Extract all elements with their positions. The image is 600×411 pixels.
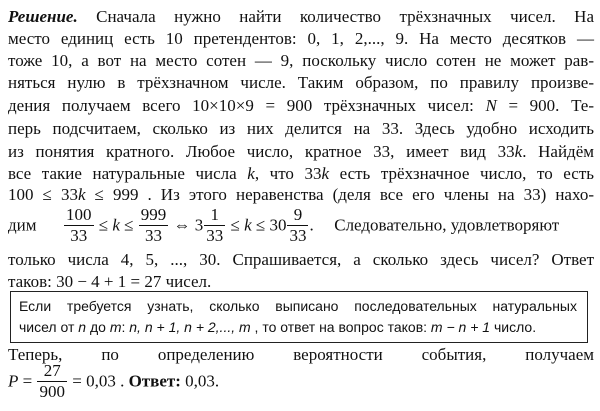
- text-segment: . Найдём: [522, 142, 594, 161]
- solution-line-8: [8, 163, 594, 184]
- fraction-9-33: $\frac{9}{33}$: [289, 205, 307, 245]
- text-segment: все такие натуральные числа: [8, 164, 248, 183]
- solution-text: Сначала нужно найти количество трёхзначных чисел. На: [96, 7, 594, 26]
- variable-k: k: [514, 142, 523, 161]
- final-line-1: Теперь, по определению вероятности события, получаем: [8, 345, 594, 364]
- text-segment: дения получаем всего 10×10×9 = 900 трёхзначных чисел:: [8, 96, 486, 115]
- sequence-formula: n, n + 1, n + 2,..., m: [129, 319, 251, 335]
- solution-line-9: [8, 184, 594, 205]
- solution-line-4: няться нулю в трёхзначном числе. Таким образом, по правилу произве-: [8, 73, 594, 92]
- variable-k: k: [321, 164, 330, 183]
- solution-line-7: [8, 141, 594, 162]
- text-segment: , что 33: [254, 164, 322, 183]
- text-segment: из понятия кратного. Любое число, кратное 33, имеет вид 33: [8, 142, 515, 161]
- solution-line-11: таков: 30 − 4 + 1 = 27 чисел.: [8, 272, 212, 291]
- fraction-27-900: $\frac{27}{900}$: [39, 361, 65, 401]
- text-segment: = 900. Те-: [496, 96, 595, 115]
- solution-line-1: [8, 6, 594, 27]
- inequality-row: дим $\frac{100}{33}$ ≤ k ≤ $\frac{999}{33}$ ⇔ 3 $\frac{1}{33}$ ≤ k ≤ 30 $\frac{9}{33}$ . Следовательно, удовлетворяют: [8, 205, 560, 245]
- variable-k: k: [247, 164, 255, 183]
- variable-n: N: [485, 96, 497, 115]
- variable-k: k: [244, 215, 252, 235]
- text-segment: 100 ≤ 33: [8, 185, 78, 204]
- note-line-2: чисел от n до m: n, n + 1, n + 2,..., m , то ответ на вопрос таков: m − n + 1 число.: [19, 319, 537, 335]
- fraction-999-33: $\frac{999}{33}$: [140, 205, 167, 245]
- fraction-100-33: $\frac{100}{33}$: [66, 205, 92, 245]
- text-segment: дим: [8, 215, 37, 235]
- solution-line-5: [8, 95, 594, 116]
- solution-line-6: перь подсчитаем, сколько из них делится на 33. Здесь удобно исходить: [8, 119, 594, 138]
- fraction-1-33: $\frac{1}{33}$: [206, 205, 224, 245]
- variable-k: k: [77, 185, 86, 204]
- solution-heading: Решение.: [8, 7, 78, 26]
- variable-p: P: [8, 371, 19, 391]
- answer-label: Ответ:: [128, 371, 181, 391]
- note-line-1: Если требуется узнать, сколько выписано последовательных натуральных: [19, 298, 577, 314]
- note-box: [10, 291, 588, 343]
- variable-k: k: [112, 215, 120, 235]
- answer-formula: m − n + 1: [430, 319, 491, 335]
- text-segment: ≤ 999 . Из этого неравенства (деля все его члены на 33) нахо-: [85, 185, 594, 204]
- text-segment: Следовательно, удовлетворяют: [334, 215, 560, 235]
- solution-line-3: тоже 10, а вот на место сотен — 9, поскольку число сотен не может рав-: [8, 51, 594, 70]
- probability-row: P = $\frac{27}{900}$ = 0,03 . Ответ: 0,03.: [8, 361, 220, 401]
- solution-line-10: только числа 4, 5, ..., 30. Спрашивается, а сколько здесь чисел? Ответ: [8, 250, 594, 269]
- text-segment: есть трёхзначное число, то есть: [329, 164, 594, 183]
- solution-line-2: место единиц есть 10 претендентов: 0, 1, 2,..., 9. На место десятков —: [8, 29, 594, 48]
- answer-value: 0,03.: [180, 371, 220, 391]
